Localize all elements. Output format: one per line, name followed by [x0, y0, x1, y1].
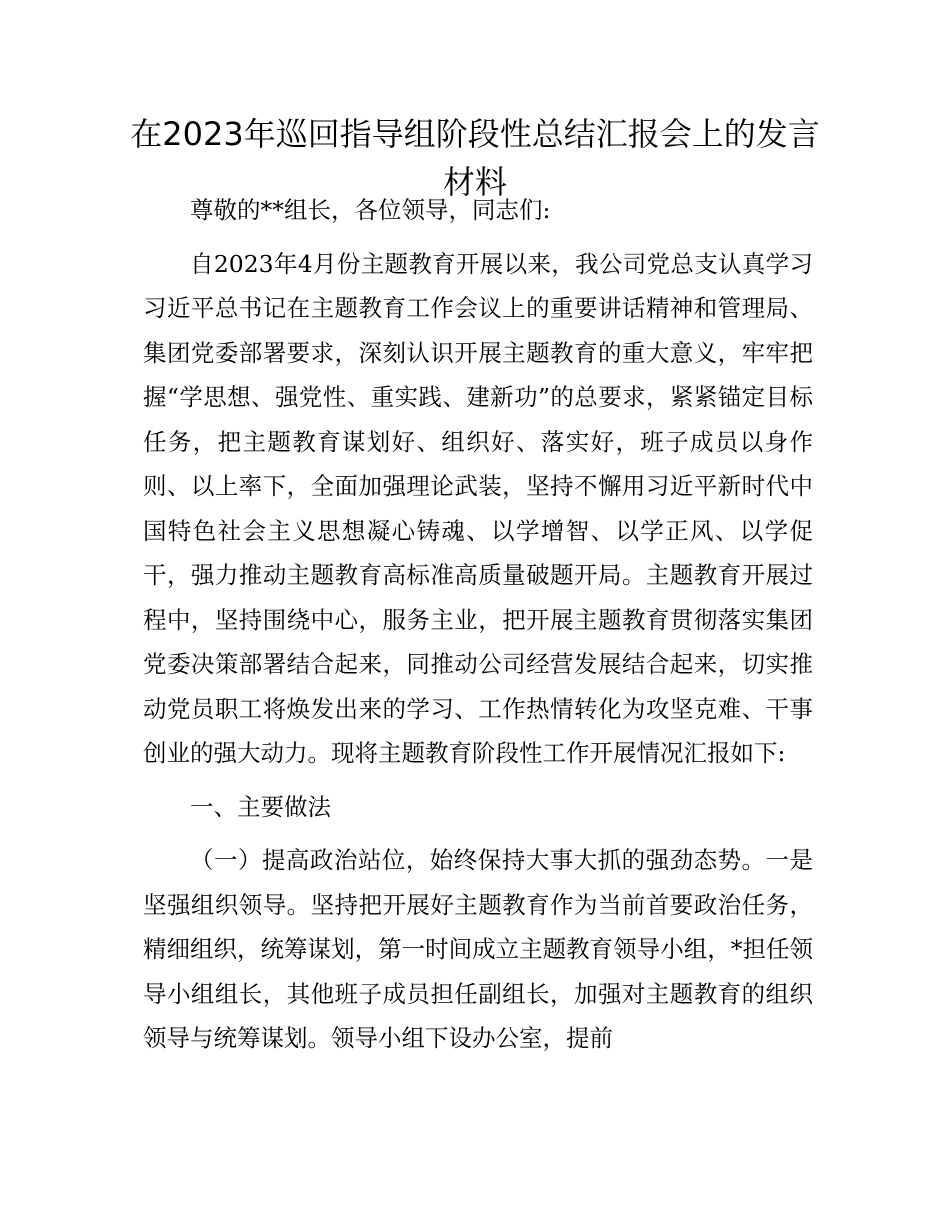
document-body [143, 188, 813, 1061]
salutation-paragraph: 尊敬的**组长，各位领导，同志们: [190, 196, 551, 224]
subsection-paragraph: （一）提高政治站位，始终保持大事大抓的强劲态势。一是坚强组织领导。坚持把开展好主题教育作为当前首要政治任务，精细组织，统筹谋划，第一时间成立主题教育领导小组，*担任领导小组组长，其他班子成员担任副组长，加强对主题教育的组织领导与统筹谋划。领导小组下设办公室，提前 [143, 846, 813, 1052]
document-title: 在2023年巡回指导组阶段性总结汇报会上的发言材料 [130, 115, 820, 201]
intro-paragraph: 自2023年4月份主题教育开展以来，我公司党总支认真学习习近平总书记在主题教育工作会议上的重要讲话精神和管理局、集团党委部署要求，深刻认识开展主题教育的重大意义，牢牢把握“学思想、强党性、重实践、建新功”的总要求，紧紧锚定目标任务，把主题教育谋划好、组织好、落实好，班子成员以身作则、以上率下，全面加强理论武装，坚持不懈用习近平新时代中国特色社会主义思想凝心铸魂、以学增智、以学正风、以学促干，强力推动主题教育高标准高质量破题开局。主题教育开展过程中，坚持围绕中心，服务主业，把开展主题教育贯彻落实集团党委决策部署结合起来，同推动公司经营发展结合起来，切实推动党员职工将焕发出来的学习、工作热情转化为攻坚克难、干事创业的强大动力。现将主题教育阶段性工作开展情况汇报如下: [143, 249, 813, 767]
section-heading: 一、主要做法 [190, 792, 331, 821]
